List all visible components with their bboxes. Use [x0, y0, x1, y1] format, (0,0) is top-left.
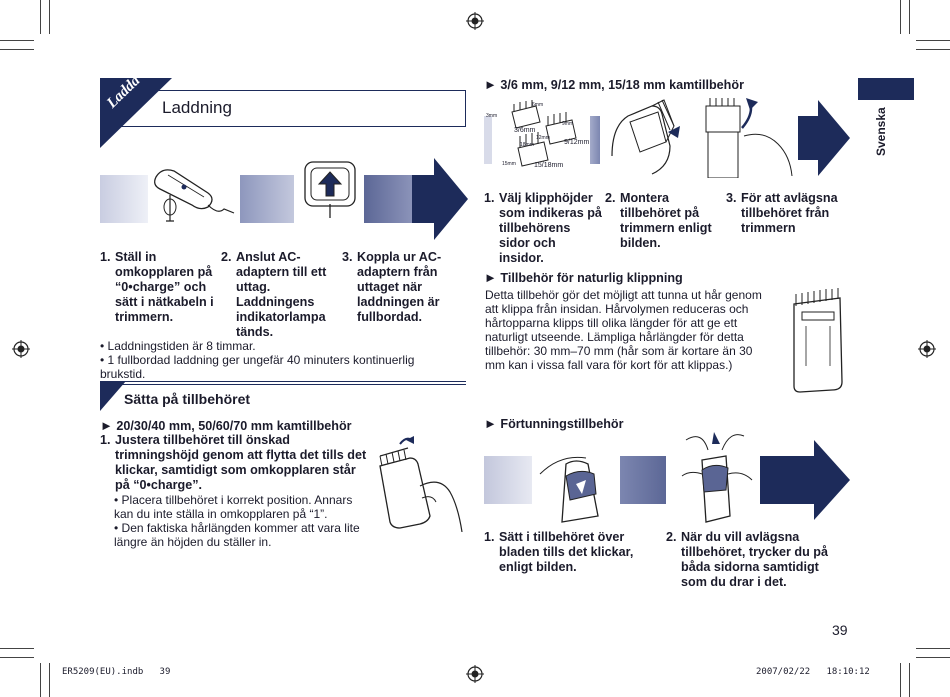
crop-mark — [40, 663, 41, 697]
charge-step-3: 3. Koppla ur AC-adaptern från uttaget när laddningen är fullbordad. — [342, 250, 442, 324]
registration-mark-icon — [466, 665, 484, 683]
thinning-attach-illustration — [536, 444, 618, 524]
page-number: 39 — [832, 622, 848, 638]
registration-mark-icon — [12, 340, 30, 358]
natural-attachment-illustration — [786, 286, 850, 394]
footer-date: 2007/02/22 18:10:12 — [756, 667, 870, 677]
crop-mark — [0, 49, 34, 50]
crop-mark — [916, 49, 950, 50]
triangle-bullet-icon: ► — [484, 270, 497, 285]
arrow-icon — [760, 440, 850, 520]
section-header-charging — [100, 72, 466, 148]
attach-bullet-2: • Den faktiska hårlängden kommer att vara lite längre än höjden du ställer in. — [114, 521, 360, 549]
subsection-title: Sätta på tillbehöret — [124, 391, 251, 407]
subsection-header-attach — [100, 381, 466, 413]
comb-step-3: 3. För att avlägsna tillbehöret från trimmern — [726, 191, 838, 235]
footer-file: ER5209(EU).indb 39 — [62, 667, 171, 677]
comb-remove-illustration — [694, 96, 794, 178]
registration-mark-icon — [918, 340, 936, 358]
charge-step-2: 2. Anslut AC-adaptern till ett uttag. Laddningens indikatorlampa tänds. — [221, 250, 327, 339]
crop-mark — [916, 40, 950, 41]
charge-step-1: 1. Ställ in omkopplaren på “0•charge” och sätt i nätkabeln i trimmern. — [100, 250, 214, 324]
thinning-remove-illustration — [672, 430, 756, 528]
crop-mark — [900, 663, 901, 697]
attach-bullet-1: • Placera tillbehöret i korrekt position. Annars kan du inte ställa in omkopplaren på “1”. — [114, 493, 353, 521]
natural-subhead: ► Tillbehör för naturlig klippning — [484, 270, 683, 285]
comb-step-2: 2. Montera tillbehöret på trimmern enligt bilden. — [605, 191, 712, 250]
charge-note-2: • 1 fullbordad laddning ger ungefär 40 minuters kontinuerlig brukstid. — [100, 353, 415, 381]
arrow-icon — [412, 158, 468, 240]
gradient-square — [240, 175, 294, 223]
crop-mark — [916, 657, 950, 658]
crop-mark — [40, 0, 41, 34]
crop-mark — [49, 0, 50, 34]
comb-mount-illustration — [608, 96, 690, 178]
crop-mark — [909, 663, 910, 697]
language-label: Svenska — [874, 107, 888, 156]
crop-mark — [909, 0, 910, 34]
crop-mark — [0, 648, 34, 649]
section-tab-label: Ladda — [104, 72, 144, 112]
gradient-square — [364, 175, 412, 223]
trimmer-comb-adjust-illustration — [370, 436, 466, 532]
section-title: Laddning — [162, 98, 232, 117]
triangle-bullet-icon: ► — [100, 418, 113, 433]
gradient-square — [100, 175, 148, 223]
crop-mark — [0, 40, 34, 41]
thinning-step-1: 1. Sätt i tillbehöret över bladen tills det klickar, enligt bilden. — [484, 530, 634, 574]
language-label-box — [858, 100, 888, 162]
crop-mark — [916, 648, 950, 649]
comb-subhead: ► 3/6 mm, 9/12 mm, 15/18 mm kamtillbehör — [484, 77, 744, 92]
gradient-square — [620, 456, 666, 504]
attach-subhead: ► 20/30/40 mm, 50/60/70 mm kamtillbehör — [100, 418, 352, 433]
language-tab — [858, 78, 914, 100]
comb-step-1: 1. Välj klipphöjder som indikeras på tillbehörens sidor och insidor. — [484, 191, 602, 265]
charge-note-1: • Laddningstiden är 8 timmar. — [100, 339, 256, 353]
crop-mark — [49, 663, 50, 697]
comb-labels: 3mm 6mm 3/6mm 9mm 12mm 9/12mm 15mm 18mm 15/18mm — [486, 102, 590, 169]
crop-mark — [0, 657, 34, 658]
natural-body: Detta tillbehör gör det möjligt att tunna ut hår genom att klippa från insidan. Hårvolymen reduceras och hårtopparna klipps till olika längder för att ge ett naturligt utseende. Lämpliga hårlängder för detta tillbehör: 30 mm–70 mm (hår som är kortare än 30 mm kan i vissa fall vara för kort för att klippas.) — [485, 288, 762, 372]
attach-step-1: 1. Justera tillbehöret till önskad trimningshöjd genom att flytta det tills det klickar, samtidigt som omkopplaren står på “0•charge”. — [100, 433, 367, 492]
arrow-icon — [798, 100, 850, 176]
gradient-square — [590, 116, 600, 164]
registration-mark-icon — [466, 12, 484, 30]
gradient-square — [484, 456, 532, 504]
triangle-bullet-icon: ► — [484, 77, 497, 92]
triangle-bullet-icon: ► — [484, 416, 497, 431]
crop-mark — [900, 0, 901, 34]
outlet-unplug-illustration — [303, 160, 357, 220]
thinning-subhead: ► Förtunningstillbehör — [484, 416, 624, 431]
thinning-step-2: 2. När du vill avlägsna tillbehöret, trycker du på båda sidorna samtidigt som du drar i det. — [666, 530, 828, 589]
trimmer-charging-illustration — [148, 163, 236, 229]
